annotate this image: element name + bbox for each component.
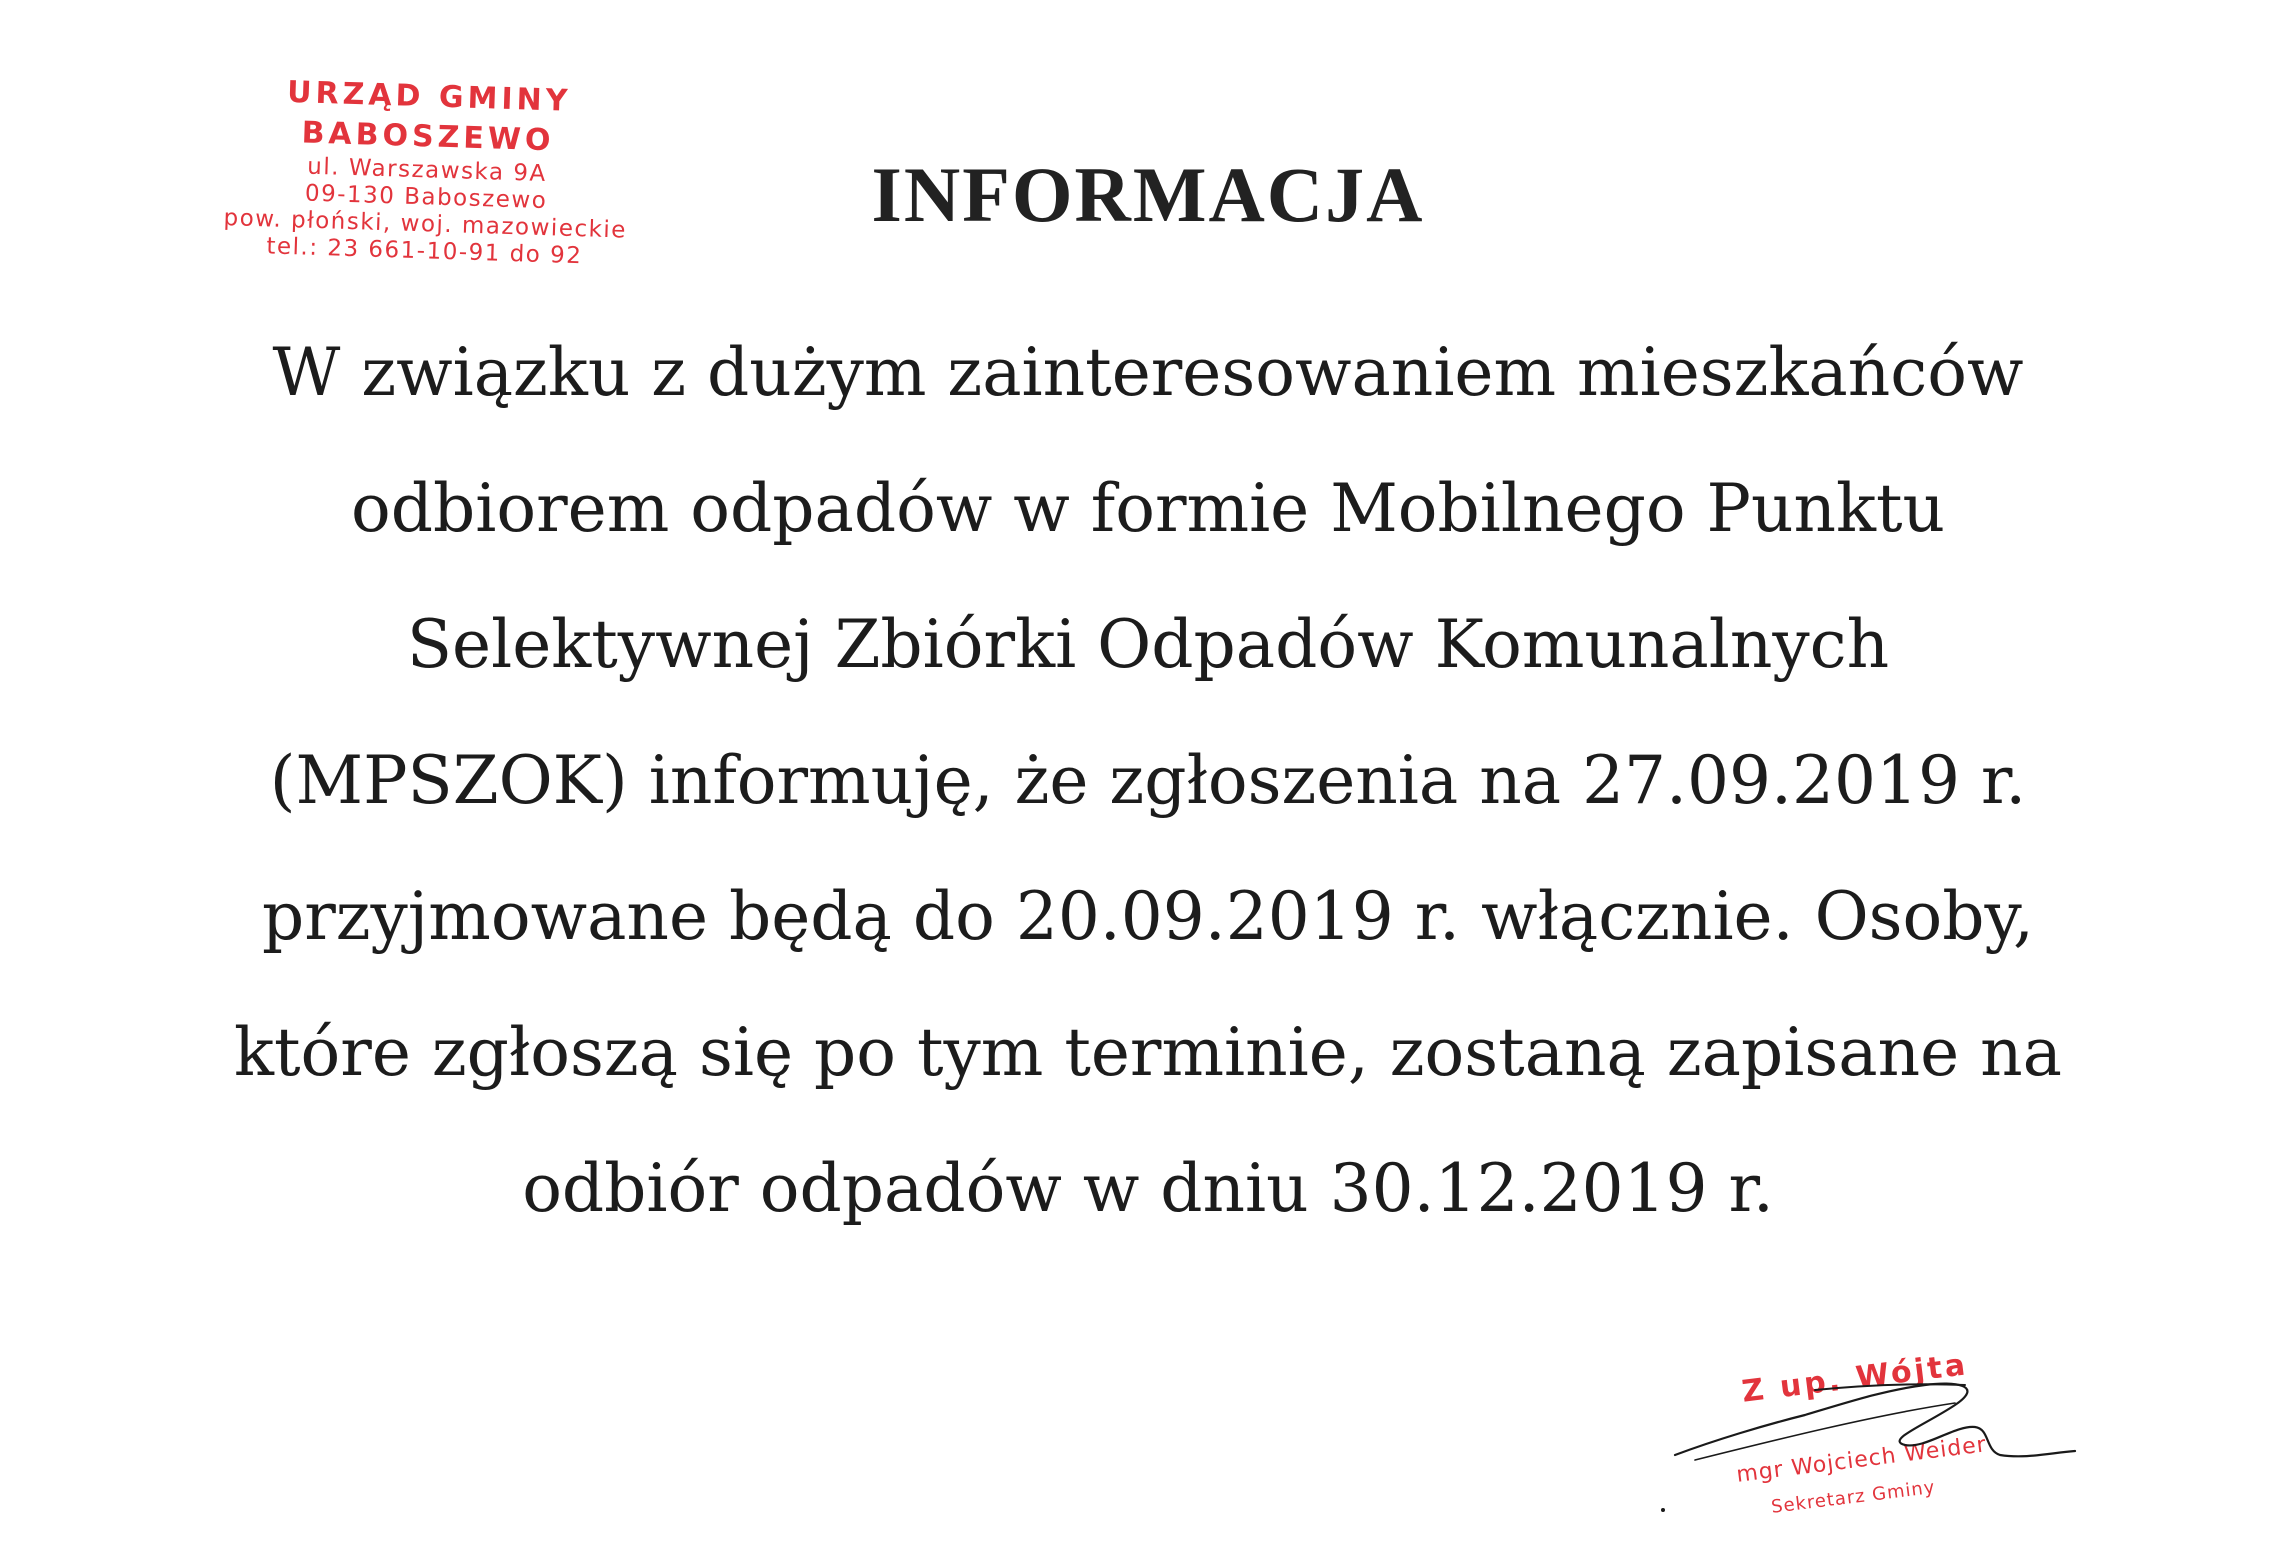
handwritten-signature xyxy=(1655,1345,2105,1525)
body-line: W związku z dużym zainteresowaniem mieszkańców xyxy=(272,334,2024,411)
stamp-phone: tel.: 23 661-10-91 do 92 xyxy=(266,233,583,270)
body-line: przyjmowane będą do 20.09.2019 r. włącznie. Osoby, xyxy=(261,878,2035,955)
page-title: INFORMACJA xyxy=(871,151,1425,238)
body-line: Selektywnej Zbiórki Odpadów Komunalnych xyxy=(406,606,1890,683)
body-line: które zgłoszą się po tym terminie, zostaną zapisane na xyxy=(234,1014,2062,1091)
announcement-body xyxy=(0,305,2296,1257)
stamp-street: ul. Warszawska 9A xyxy=(306,153,548,188)
body-line: odbiorem odpadów w formie Mobilnego Punktu xyxy=(351,470,1945,547)
stamp-office-name-line2: BABOSZEWO xyxy=(301,115,555,159)
signature-authorization: Z up. Wójta xyxy=(1740,1347,1970,1410)
stamp-region: pow. płoński, woj. mazowieckie xyxy=(223,204,628,244)
signatory-name: mgr Wojciech Weider xyxy=(1735,1432,1989,1488)
signatory-role: Sekretarz Gminy xyxy=(1770,1476,1937,1518)
body-line: (MPSZOK) informuję, że zgłoszenia na 27.09.2019 r. xyxy=(269,742,2027,819)
body-line: odbiór odpadów w dniu 30.12.2019 r. xyxy=(522,1150,1774,1227)
stamp-postal: 09-130 Baboszewo xyxy=(304,180,548,215)
stamp-office-name-line1: URZĄD GMINY xyxy=(286,74,572,119)
signature-stamp xyxy=(1655,1345,2105,1525)
